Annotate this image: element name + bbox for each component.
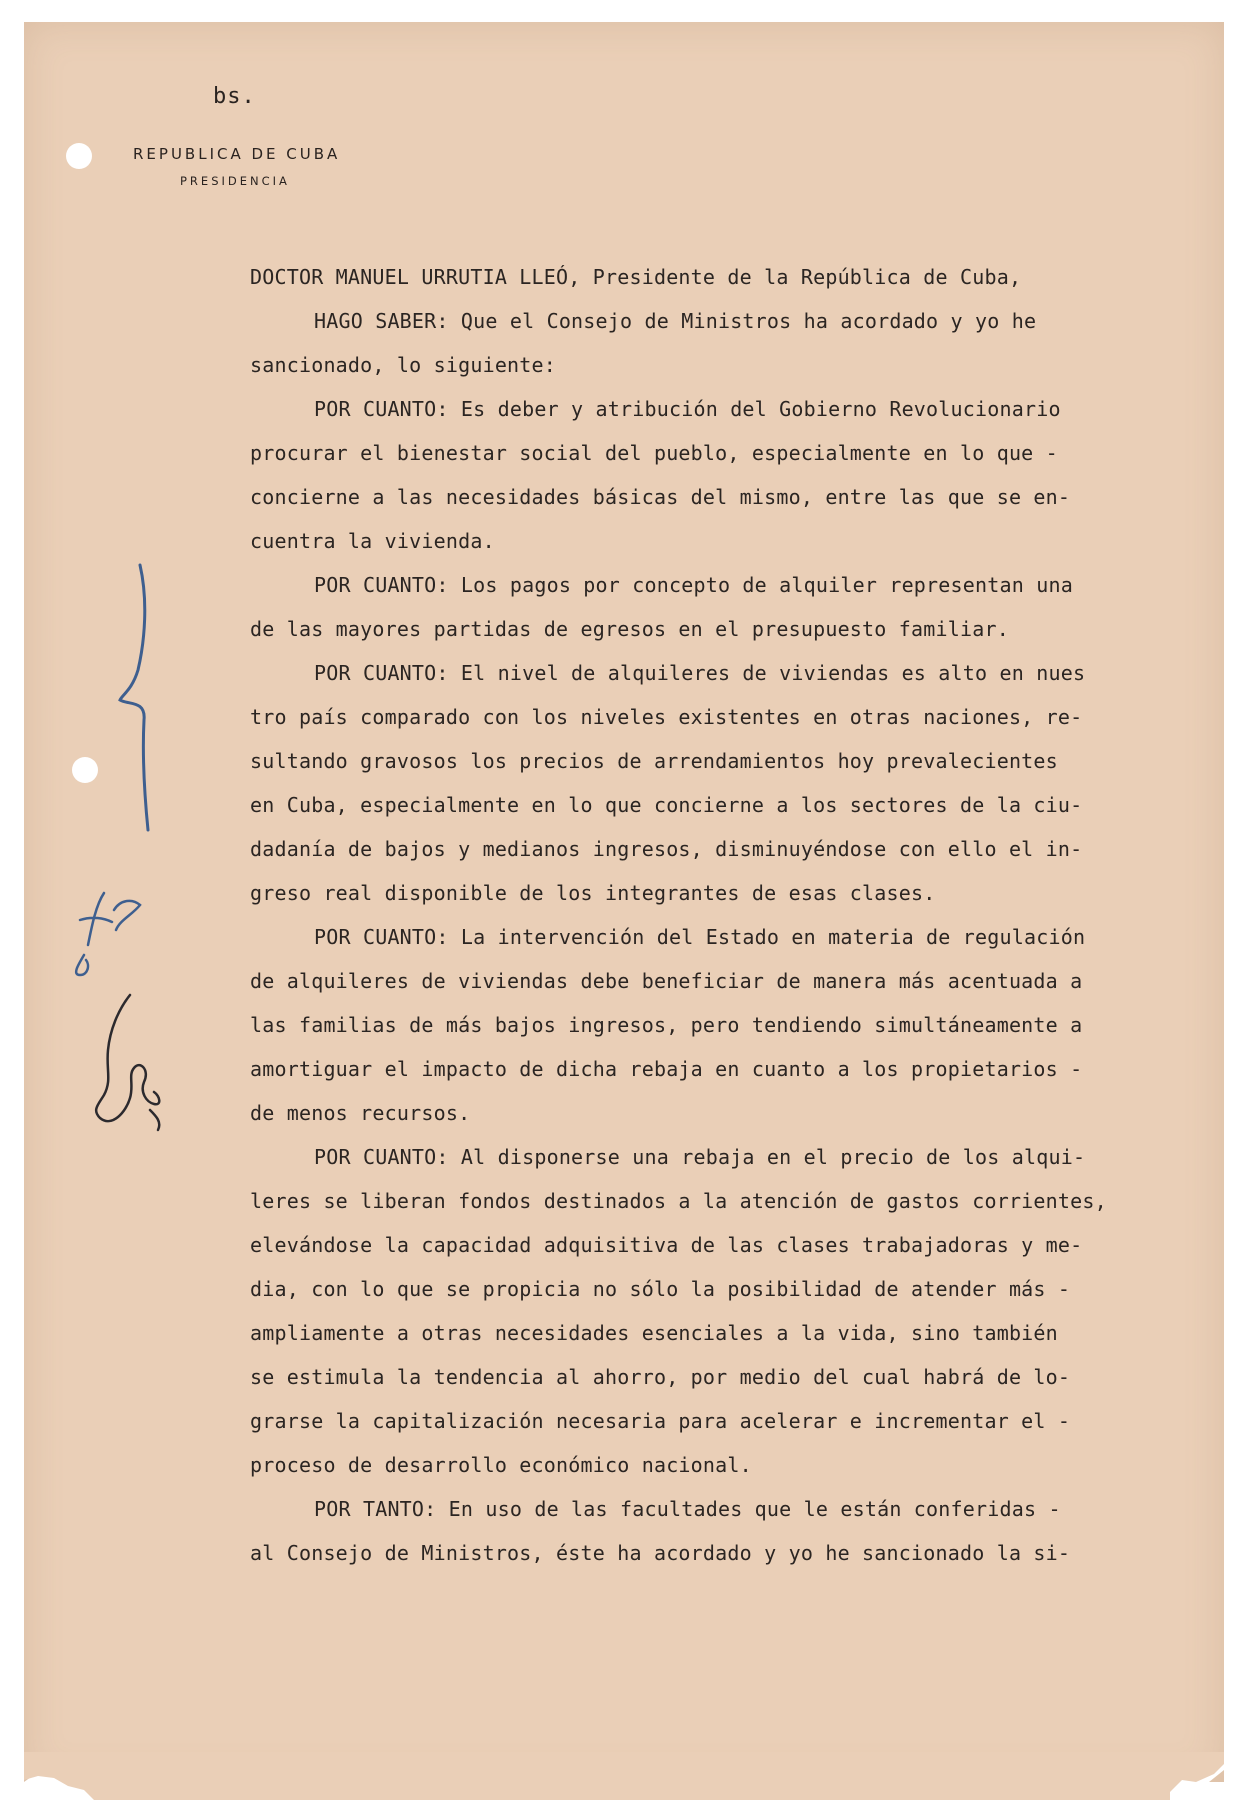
document-line: POR CUANTO: Al disponerse una rebaja en el precio de los alqui- — [314, 1145, 1086, 1169]
document-line: de menos recursos. — [250, 1101, 471, 1125]
document-line: de las mayores partidas de egresos en el presupuesto familiar. — [250, 617, 1009, 641]
signature-mark — [96, 995, 159, 1130]
reference-code: bs. — [213, 84, 256, 109]
document-line: DOCTOR MANUEL URRUTIA LLEÓ, Presidente de la República de Cuba, — [250, 265, 1022, 289]
document-line: POR CUANTO: El nivel de alquileres de viviendas es alto en nues — [314, 661, 1086, 685]
initials-mark — [76, 893, 140, 975]
handwritten-margin-marks — [0, 0, 260, 1800]
document-line: dadanía de bajos y medianos ingresos, disminuyéndose con ello el in- — [250, 837, 1083, 861]
document-line: POR CUANTO: Es deber y atribución del Gobierno Revolucionario — [314, 397, 1061, 421]
document-line: las familias de más bajos ingresos, pero tendiendo simultáneamente a — [250, 1013, 1083, 1037]
letterhead-office: PRESIDENCIA — [180, 174, 290, 188]
document-line: concierne a las necesidades básicas del mismo, entre las que se en- — [250, 485, 1071, 509]
document-line: en Cuba, especialmente en lo que concierne a los sectores de la ciu- — [250, 793, 1083, 817]
pen-stroke-long — [120, 565, 148, 830]
document-line: se estimula la tendencia al ahorro, por medio del cual habrá de lo- — [250, 1365, 1071, 1389]
document-line: sancionado, lo siguiente: — [250, 353, 557, 377]
document-line: ampliamente a otras necesidades esenciales a la vida, sino también — [250, 1321, 1058, 1345]
document-line: de alquileres de viviendas debe beneficiar de manera más acentuada a — [250, 969, 1083, 993]
document-line: sultando gravosos los precios de arrendamientos hoy prevalecientes — [250, 749, 1058, 773]
document-body — [250, 255, 1145, 1575]
document-line: HAGO SABER: Que el Consejo de Ministros ha acordado y yo he — [314, 309, 1037, 333]
document-line: dia, con lo que se propicia no sólo la posibilidad de atender más - — [250, 1277, 1071, 1301]
document-line: leres se liberan fondos destinados a la atención de gastos corrientes, — [250, 1189, 1107, 1213]
document-line: amortiguar el impacto de dicha rebaja en cuanto a los propietarios - — [250, 1057, 1083, 1081]
letterhead-country: REPUBLICA DE CUBA — [133, 145, 341, 163]
document-line: cuentra la vivienda. — [250, 529, 495, 553]
document-line: POR TANTO: En uso de las facultades que le están conferidas - — [314, 1497, 1061, 1521]
document-line: tro país comparado con los niveles existentes en otras naciones, re- — [250, 705, 1083, 729]
document-line: proceso de desarrollo económico nacional. — [250, 1453, 752, 1477]
document-line: POR CUANTO: Los pagos por concepto de alquiler representan una — [314, 573, 1073, 597]
document-line: al Consejo de Ministros, éste ha acordado y yo he sancionado la si- — [250, 1541, 1071, 1565]
document-line: greso real disponible de los integrantes de esas clases. — [250, 881, 936, 905]
document-line: grarse la capitalización necesaria para acelerar e incrementar el - — [250, 1409, 1071, 1433]
document-line: POR CUANTO: La intervención del Estado en materia de regulación — [314, 925, 1086, 949]
document-line: elevándose la capacidad adquisitiva de las clases trabajadoras y me- — [250, 1233, 1083, 1257]
document-line: procurar el bienestar social del pueblo, especialmente en lo que - — [250, 441, 1058, 465]
